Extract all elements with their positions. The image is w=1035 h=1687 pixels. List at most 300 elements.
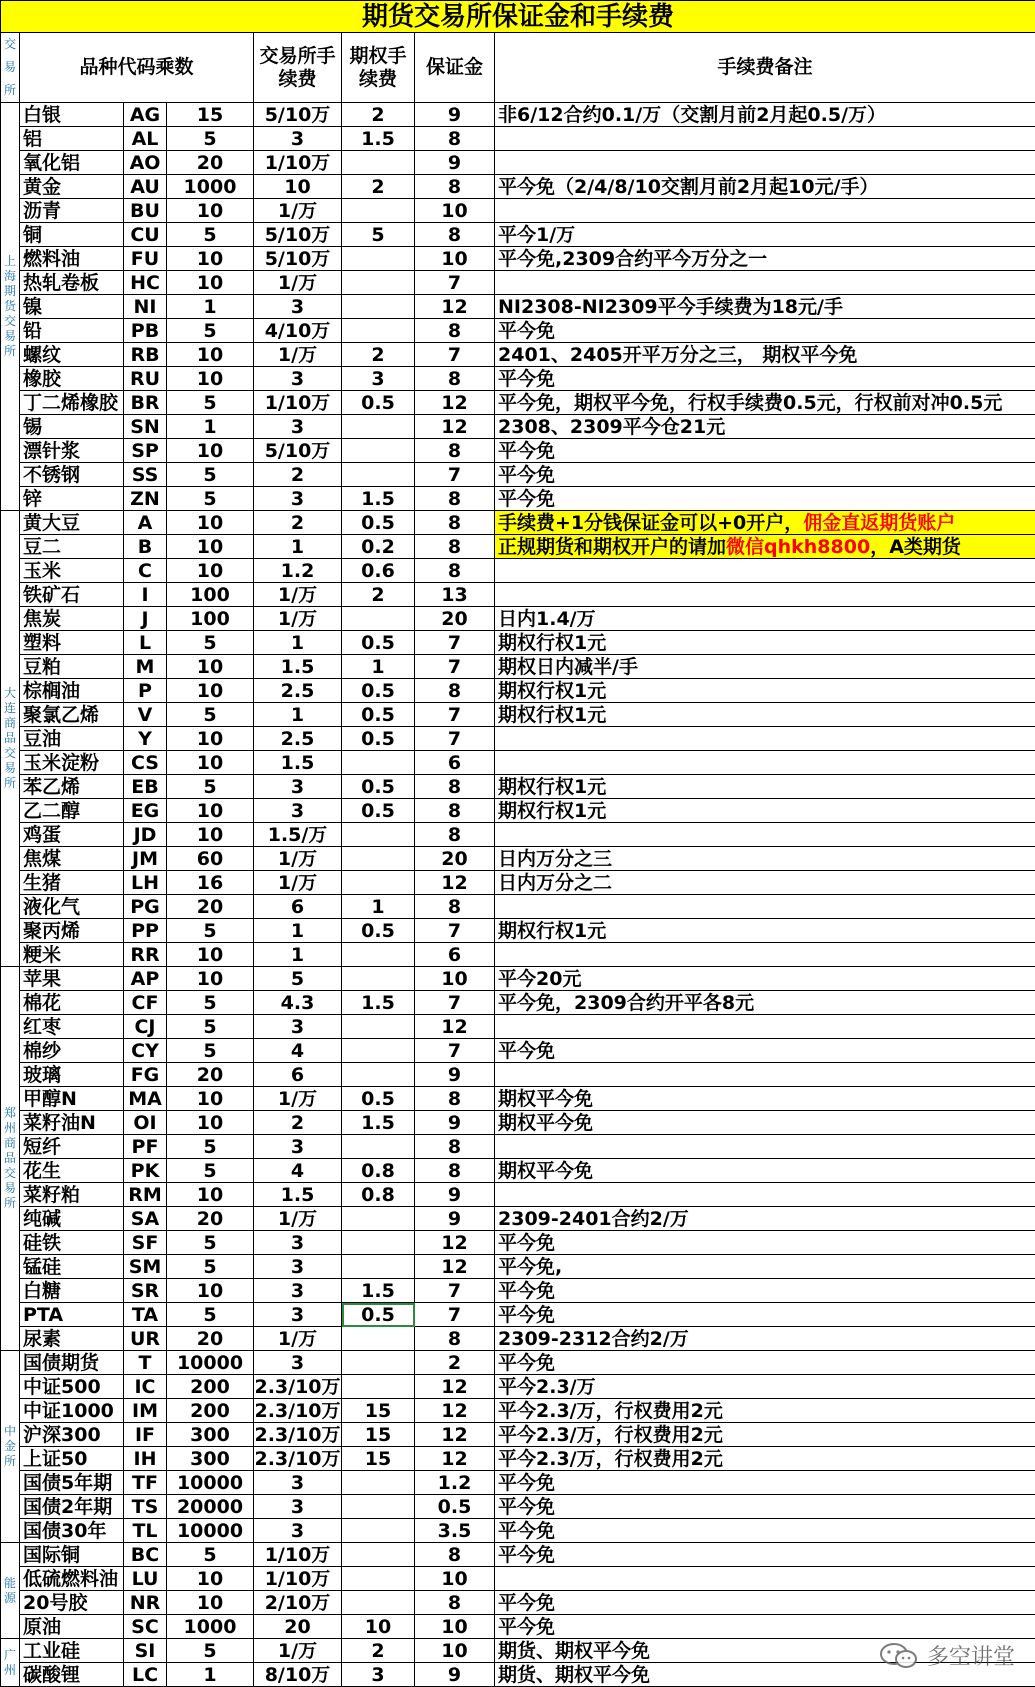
variety-name: 锡 bbox=[20, 415, 124, 439]
margin: 9 bbox=[415, 1111, 495, 1135]
fee-note bbox=[495, 1135, 1035, 1159]
exchange-fee: 1/10万 bbox=[254, 1567, 342, 1591]
option-fee: 2 bbox=[342, 103, 415, 127]
variety-code: SI bbox=[124, 1639, 167, 1663]
fee-note bbox=[495, 727, 1035, 751]
contract-multiplier: 10 bbox=[167, 439, 254, 463]
option-fee: 0.5 bbox=[342, 679, 415, 703]
margin: 7 bbox=[415, 655, 495, 679]
contract-multiplier: 10 bbox=[167, 751, 254, 775]
ad-wechat-red: 微信qhkh8800 bbox=[726, 536, 870, 558]
ad-note bbox=[495, 535, 1035, 559]
variety-name: 玉米淀粉 bbox=[20, 751, 124, 775]
exchange-fee: 1.5 bbox=[254, 655, 342, 679]
variety-code: SF bbox=[124, 1231, 167, 1255]
variety-name: 国债5年期 bbox=[20, 1471, 124, 1495]
table-row bbox=[1, 295, 1035, 319]
variety-code: AG bbox=[124, 103, 167, 127]
margin: 7 bbox=[415, 271, 495, 295]
contract-multiplier: 5 bbox=[167, 991, 254, 1015]
variety-name: 苹果 bbox=[20, 967, 124, 991]
fee-note: 期权行权1元 bbox=[495, 679, 1035, 703]
fee-note: 平今免 bbox=[495, 1303, 1035, 1327]
variety-code: IM bbox=[124, 1399, 167, 1423]
variety-name: PTA bbox=[20, 1303, 124, 1327]
table-row bbox=[1, 1183, 1035, 1207]
variety-code: SM bbox=[124, 1255, 167, 1279]
exchange-fee: 2.3/10万 bbox=[254, 1423, 342, 1447]
option-fee bbox=[342, 1567, 415, 1591]
table-row bbox=[1, 247, 1035, 271]
margin: 8 bbox=[415, 775, 495, 799]
option-fee bbox=[342, 319, 415, 343]
option-fee: 0.8 bbox=[342, 1183, 415, 1207]
exchange-fee: 20 bbox=[254, 1615, 342, 1639]
contract-multiplier: 5 bbox=[167, 1543, 254, 1567]
fee-note bbox=[495, 895, 1035, 919]
fee-note: 2309-2401合约2/万 bbox=[495, 1207, 1035, 1231]
option-fee bbox=[342, 271, 415, 295]
exchange-fee: 3 bbox=[254, 295, 342, 319]
contract-multiplier: 5 bbox=[167, 463, 254, 487]
margin: 8 bbox=[415, 1543, 495, 1567]
table-row bbox=[1, 847, 1035, 871]
table-row bbox=[1, 1399, 1035, 1423]
variety-code: I bbox=[124, 583, 167, 607]
fee-note: 期权行权1元 bbox=[495, 919, 1035, 943]
exchange-fee: 2.5 bbox=[254, 679, 342, 703]
contract-multiplier: 10 bbox=[167, 343, 254, 367]
margin: 12 bbox=[415, 871, 495, 895]
table-row bbox=[1, 559, 1035, 583]
variety-name: 上证50 bbox=[20, 1447, 124, 1471]
variety-code: CY bbox=[124, 1039, 167, 1063]
table-row bbox=[1, 223, 1035, 247]
option-fee: 0.5 bbox=[342, 391, 415, 415]
exchange-name: 广州 bbox=[1, 1639, 20, 1687]
table-row bbox=[1, 1543, 1035, 1567]
variety-name: 苯乙烯 bbox=[20, 775, 124, 799]
option-fee bbox=[342, 415, 415, 439]
contract-multiplier: 10 bbox=[167, 799, 254, 823]
fee-note: 平今免 bbox=[495, 439, 1035, 463]
title-row bbox=[1, 1, 1035, 33]
exchange-fee: 4 bbox=[254, 1159, 342, 1183]
fee-note: 日内万分之三 bbox=[495, 847, 1035, 871]
header-variety: 品种代码乘数 bbox=[20, 33, 254, 103]
variety-code: IF bbox=[124, 1423, 167, 1447]
table-row bbox=[1, 583, 1035, 607]
fee-note: 2308、2309平今仓21元 bbox=[495, 415, 1035, 439]
option-fee: 0.5 bbox=[342, 919, 415, 943]
variety-code: IH bbox=[124, 1447, 167, 1471]
margin: 12 bbox=[415, 295, 495, 319]
option-fee bbox=[342, 1543, 415, 1567]
variety-name: 黄大豆 bbox=[20, 511, 124, 535]
variety-code: J bbox=[124, 607, 167, 631]
table-row bbox=[1, 1159, 1035, 1183]
margin: 10 bbox=[415, 1567, 495, 1591]
table-row bbox=[1, 1063, 1035, 1087]
option-fee bbox=[342, 151, 415, 175]
variety-name: 铁矿石 bbox=[20, 583, 124, 607]
option-fee: 15 bbox=[342, 1447, 415, 1471]
variety-code: LU bbox=[124, 1567, 167, 1591]
margin: 12 bbox=[415, 1231, 495, 1255]
table-row bbox=[1, 271, 1035, 295]
margin: 8 bbox=[415, 367, 495, 391]
contract-multiplier: 200 bbox=[167, 1375, 254, 1399]
option-fee: 0.8 bbox=[342, 1159, 415, 1183]
margin: 8 bbox=[415, 535, 495, 559]
exchange-name: 中金所 bbox=[1, 1351, 20, 1543]
variety-name: 生猪 bbox=[20, 871, 124, 895]
variety-code: JD bbox=[124, 823, 167, 847]
variety-code: PB bbox=[124, 319, 167, 343]
margin: 12 bbox=[415, 1255, 495, 1279]
option-fee bbox=[342, 871, 415, 895]
option-fee bbox=[342, 199, 415, 223]
variety-name: 聚丙烯 bbox=[20, 919, 124, 943]
variety-name: 焦炭 bbox=[20, 607, 124, 631]
margin: 10 bbox=[415, 967, 495, 991]
contract-multiplier: 5 bbox=[167, 703, 254, 727]
exchange-fee: 1/万 bbox=[254, 271, 342, 295]
margin: 12 bbox=[415, 1447, 495, 1471]
variety-code: NI bbox=[124, 295, 167, 319]
fee-note: 日内1.4/万 bbox=[495, 607, 1035, 631]
variety-name: 铅 bbox=[20, 319, 124, 343]
option-fee: 0.5 bbox=[342, 511, 415, 535]
exchange-fee: 2 bbox=[254, 463, 342, 487]
option-fee bbox=[342, 247, 415, 271]
contract-multiplier: 10 bbox=[167, 943, 254, 967]
margin: 6 bbox=[415, 751, 495, 775]
exchange-fee: 3 bbox=[254, 1231, 342, 1255]
option-fee: 2 bbox=[342, 175, 415, 199]
option-fee bbox=[342, 1255, 415, 1279]
option-fee bbox=[342, 295, 415, 319]
selected-cell[interactable]: 0.5 bbox=[342, 1303, 415, 1327]
margin: 8 bbox=[415, 679, 495, 703]
contract-multiplier: 20 bbox=[167, 151, 254, 175]
option-fee: 0.5 bbox=[342, 799, 415, 823]
table-row bbox=[1, 679, 1035, 703]
contract-multiplier: 10 bbox=[167, 727, 254, 751]
fee-note: 平今免，2309合约开平各8元 bbox=[495, 991, 1035, 1015]
variety-name: 乙二醇 bbox=[20, 799, 124, 823]
exchange-name: 上海期货交易所 bbox=[1, 103, 20, 511]
exchange-fee: 1/万 bbox=[254, 1207, 342, 1231]
fee-note bbox=[495, 583, 1035, 607]
option-fee bbox=[342, 1591, 415, 1615]
table-row bbox=[1, 823, 1035, 847]
table-row bbox=[1, 991, 1035, 1015]
table-row bbox=[1, 1567, 1035, 1591]
variety-name: 硅铁 bbox=[20, 1231, 124, 1255]
table-row bbox=[1, 1255, 1035, 1279]
fee-note: 平今免,2309合约平今万分之一 bbox=[495, 247, 1035, 271]
table-row bbox=[1, 1111, 1035, 1135]
exchange-fee: 3 bbox=[254, 367, 342, 391]
contract-multiplier: 10000 bbox=[167, 1519, 254, 1543]
exchange-fee: 2.3/10万 bbox=[254, 1399, 342, 1423]
margin: 8 bbox=[415, 319, 495, 343]
margin: 8 bbox=[415, 223, 495, 247]
contract-multiplier: 10 bbox=[167, 511, 254, 535]
contract-multiplier: 10 bbox=[167, 679, 254, 703]
margin: 3.5 bbox=[415, 1519, 495, 1543]
fee-note: 平今2.3/万，行权费用2元 bbox=[495, 1447, 1035, 1471]
variety-code: RR bbox=[124, 943, 167, 967]
variety-name: 国债30年 bbox=[20, 1519, 124, 1543]
ad-text: ，A类期货 bbox=[870, 536, 961, 558]
table-row bbox=[1, 1375, 1035, 1399]
variety-code: RM bbox=[124, 1183, 167, 1207]
fee-note bbox=[495, 1567, 1035, 1591]
option-fee: 3 bbox=[342, 367, 415, 391]
table-row bbox=[1, 151, 1035, 175]
variety-name: 甲醇N bbox=[20, 1087, 124, 1111]
option-fee bbox=[342, 943, 415, 967]
exchange-fee: 3 bbox=[254, 1279, 342, 1303]
margin: 7 bbox=[415, 703, 495, 727]
fee-note: 平今免 bbox=[495, 1279, 1035, 1303]
margin: 7 bbox=[415, 343, 495, 367]
variety-code: TS bbox=[124, 1495, 167, 1519]
contract-multiplier: 5 bbox=[167, 631, 254, 655]
exchange-fee: 3 bbox=[254, 415, 342, 439]
table-row bbox=[1, 1471, 1035, 1495]
fee-note: 期权平今免 bbox=[495, 1087, 1035, 1111]
variety-name: 豆二 bbox=[20, 535, 124, 559]
margin: 2 bbox=[415, 1351, 495, 1375]
fee-note: 期货、期权平今免 bbox=[495, 1639, 1035, 1663]
fee-note: 2401、2405开平万分之三， 期权平今免 bbox=[495, 343, 1035, 367]
contract-multiplier: 1 bbox=[167, 295, 254, 319]
option-fee: 2 bbox=[342, 583, 415, 607]
variety-name: 菜籽粕 bbox=[20, 1183, 124, 1207]
fee-note: 期权平今免 bbox=[495, 1159, 1035, 1183]
exchange-fee: 2 bbox=[254, 511, 342, 535]
margin: 10 bbox=[415, 1639, 495, 1663]
variety-code: B bbox=[124, 535, 167, 559]
exchange-fee: 3 bbox=[254, 127, 342, 151]
option-fee: 1.5 bbox=[342, 991, 415, 1015]
table-row bbox=[1, 607, 1035, 631]
option-fee bbox=[342, 1327, 415, 1351]
exchange-fee: 1 bbox=[254, 919, 342, 943]
variety-code: BU bbox=[124, 199, 167, 223]
variety-code: C bbox=[124, 559, 167, 583]
variety-name: 棉花 bbox=[20, 991, 124, 1015]
margin: 9 bbox=[415, 1663, 495, 1687]
contract-multiplier: 10 bbox=[167, 559, 254, 583]
exchange-fee: 1/万 bbox=[254, 607, 342, 631]
exchange-fee: 1/万 bbox=[254, 847, 342, 871]
variety-code: A bbox=[124, 511, 167, 535]
exchange-fee: 4/10万 bbox=[254, 319, 342, 343]
variety-code: FU bbox=[124, 247, 167, 271]
exchange-fee: 6 bbox=[254, 1063, 342, 1087]
ad-text: 手续费+1分钱保证金可以+0开户， bbox=[498, 512, 803, 534]
table-row bbox=[1, 511, 1035, 535]
option-fee bbox=[342, 1375, 415, 1399]
contract-multiplier: 5 bbox=[167, 487, 254, 511]
variety-code: Y bbox=[124, 727, 167, 751]
variety-code: SC bbox=[124, 1615, 167, 1639]
exchange-fee: 3 bbox=[254, 1471, 342, 1495]
variety-name: 燃料油 bbox=[20, 247, 124, 271]
contract-multiplier: 1 bbox=[167, 415, 254, 439]
margin: 9 bbox=[415, 151, 495, 175]
margin: 8 bbox=[415, 559, 495, 583]
fee-note: 平今免 bbox=[495, 1495, 1035, 1519]
margin: 12 bbox=[415, 1375, 495, 1399]
margin: 9 bbox=[415, 1207, 495, 1231]
exchange-fee: 4.3 bbox=[254, 991, 342, 1015]
variety-name: 玻璃 bbox=[20, 1063, 124, 1087]
table-row bbox=[1, 175, 1035, 199]
variety-code: PK bbox=[124, 1159, 167, 1183]
option-fee bbox=[342, 439, 415, 463]
variety-name: 不锈钢 bbox=[20, 463, 124, 487]
margin: 8 bbox=[415, 1087, 495, 1111]
margin: 8 bbox=[415, 511, 495, 535]
contract-multiplier: 5 bbox=[167, 319, 254, 343]
margin: 7 bbox=[415, 1303, 495, 1327]
option-fee bbox=[342, 463, 415, 487]
variety-name: 尿素 bbox=[20, 1327, 124, 1351]
variety-code: AL bbox=[124, 127, 167, 151]
exchange-fee: 4 bbox=[254, 1039, 342, 1063]
contract-multiplier: 10000 bbox=[167, 1351, 254, 1375]
exchange-fee: 3 bbox=[254, 799, 342, 823]
exchange-fee: 3 bbox=[254, 1255, 342, 1279]
exchange-fee: 3 bbox=[254, 775, 342, 799]
variety-code: TA bbox=[124, 1303, 167, 1327]
watermark bbox=[879, 1640, 1015, 1671]
variety-name: 棕榈油 bbox=[20, 679, 124, 703]
exchange-name: 郑州商品交易所 bbox=[1, 967, 20, 1351]
contract-multiplier: 10 bbox=[167, 535, 254, 559]
exchange-fee: 2/10万 bbox=[254, 1591, 342, 1615]
variety-code: CF bbox=[124, 991, 167, 1015]
fee-note: 平今免 bbox=[495, 1519, 1035, 1543]
variety-code: AP bbox=[124, 967, 167, 991]
option-fee bbox=[342, 823, 415, 847]
exchange-fee: 5/10万 bbox=[254, 247, 342, 271]
option-fee: 0.5 bbox=[342, 775, 415, 799]
option-fee bbox=[342, 847, 415, 871]
exchange-fee: 1 bbox=[254, 943, 342, 967]
table-row bbox=[1, 487, 1035, 511]
variety-name: 铝 bbox=[20, 127, 124, 151]
table-row bbox=[1, 127, 1035, 151]
exchange-name: 大连商品交易所 bbox=[1, 511, 20, 967]
variety-code: EG bbox=[124, 799, 167, 823]
margin: 7 bbox=[415, 463, 495, 487]
exchange-fee: 1 bbox=[254, 703, 342, 727]
variety-name: 国债期货 bbox=[20, 1351, 124, 1375]
exchange-fee: 1/万 bbox=[254, 583, 342, 607]
table-row bbox=[1, 1039, 1035, 1063]
option-fee bbox=[342, 1015, 415, 1039]
contract-multiplier: 5 bbox=[167, 391, 254, 415]
margin: 7 bbox=[415, 919, 495, 943]
option-fee: 0.5 bbox=[342, 727, 415, 751]
option-fee: 2 bbox=[342, 343, 415, 367]
exchange-fee: 5/10万 bbox=[254, 103, 342, 127]
variety-name: 原油 bbox=[20, 1615, 124, 1639]
contract-multiplier: 16 bbox=[167, 871, 254, 895]
table-row bbox=[1, 463, 1035, 487]
option-fee: 1 bbox=[342, 655, 415, 679]
watermark-text: 多空讲堂 bbox=[927, 1640, 1015, 1671]
ad-note bbox=[495, 511, 1035, 535]
fee-note: 平今2.3/万 bbox=[495, 1375, 1035, 1399]
variety-name: 沥青 bbox=[20, 199, 124, 223]
margin: 7 bbox=[415, 727, 495, 751]
option-fee: 0.5 bbox=[342, 631, 415, 655]
option-fee: 15 bbox=[342, 1399, 415, 1423]
header-margin: 保证金 bbox=[415, 33, 495, 103]
variety-code: OI bbox=[124, 1111, 167, 1135]
margin: 9 bbox=[415, 1183, 495, 1207]
option-fee: 1.5 bbox=[342, 487, 415, 511]
variety-name: 沪深300 bbox=[20, 1423, 124, 1447]
exchange-fee: 3 bbox=[254, 1303, 342, 1327]
table-row bbox=[1, 1327, 1035, 1351]
option-fee bbox=[342, 1495, 415, 1519]
exchange-fee: 1/10万 bbox=[254, 151, 342, 175]
table-row bbox=[1, 199, 1035, 223]
variety-name: 花生 bbox=[20, 1159, 124, 1183]
variety-name: 低硫燃料油 bbox=[20, 1567, 124, 1591]
margin: 12 bbox=[415, 415, 495, 439]
option-fee bbox=[342, 1519, 415, 1543]
variety-code: LH bbox=[124, 871, 167, 895]
variety-code: TF bbox=[124, 1471, 167, 1495]
variety-name: 热轧卷板 bbox=[20, 271, 124, 295]
variety-name: 焦煤 bbox=[20, 847, 124, 871]
fee-note: 平今免 bbox=[495, 1351, 1035, 1375]
contract-multiplier: 5 bbox=[167, 1039, 254, 1063]
margin: 9 bbox=[415, 1063, 495, 1087]
table-row bbox=[1, 103, 1035, 127]
contract-multiplier: 10 bbox=[167, 1567, 254, 1591]
table-row bbox=[1, 631, 1035, 655]
contract-multiplier: 5 bbox=[167, 1135, 254, 1159]
variety-code: PF bbox=[124, 1135, 167, 1159]
header-row bbox=[1, 33, 1035, 103]
fee-note: 平今免，期权平今免，行权手续费0.5元，行权前对冲0.5元 bbox=[495, 391, 1035, 415]
margin: 7 bbox=[415, 631, 495, 655]
option-fee: 1 bbox=[342, 895, 415, 919]
margin: 20 bbox=[415, 607, 495, 631]
variety-name: 氧化铝 bbox=[20, 151, 124, 175]
variety-code: SR bbox=[124, 1279, 167, 1303]
exchange-fee: 1 bbox=[254, 631, 342, 655]
variety-code: L bbox=[124, 631, 167, 655]
margin: 8 bbox=[415, 439, 495, 463]
margin: 8 bbox=[415, 1159, 495, 1183]
fee-note: 期权日内减半/手 bbox=[495, 655, 1035, 679]
variety-code: M bbox=[124, 655, 167, 679]
contract-multiplier: 100 bbox=[167, 583, 254, 607]
contract-multiplier: 60 bbox=[167, 847, 254, 871]
contract-multiplier: 5 bbox=[167, 919, 254, 943]
